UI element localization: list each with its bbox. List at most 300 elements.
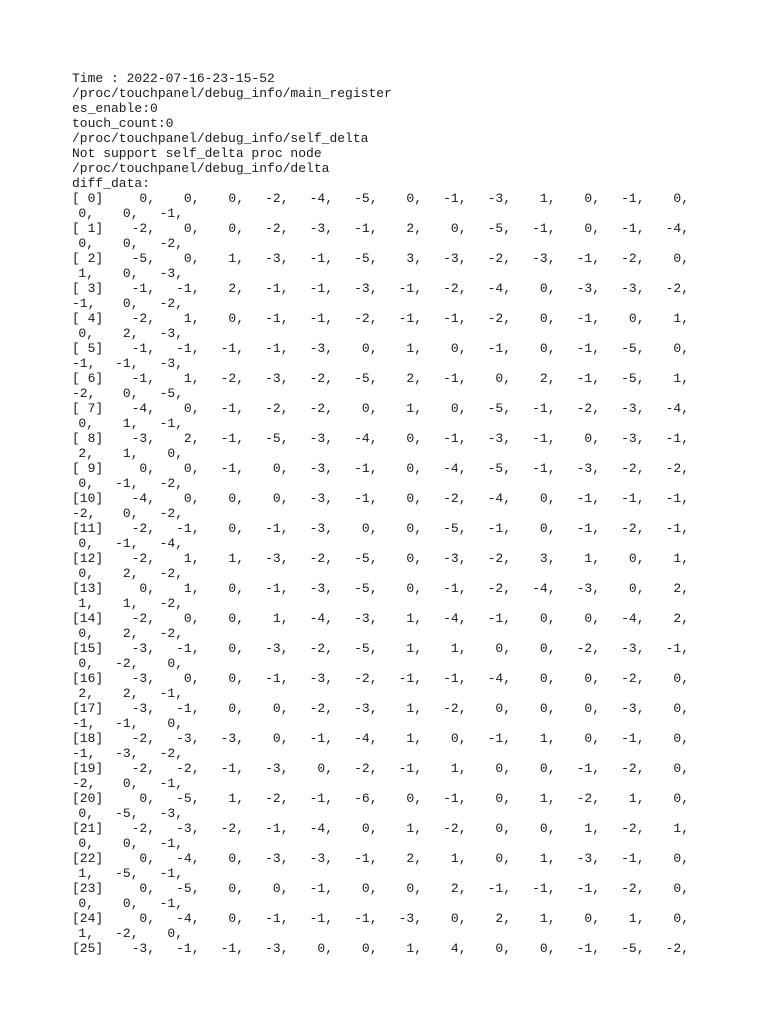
diff-value: 0, xyxy=(122,206,139,221)
diff-value: 2, xyxy=(495,911,511,926)
diff-value: -2, xyxy=(621,881,645,896)
diff-value: -1, xyxy=(159,836,183,851)
diff-value: 1, xyxy=(183,581,200,596)
diff-value: 0, xyxy=(228,311,244,326)
diff-value: 1, xyxy=(628,791,645,806)
diff-row-main-line xyxy=(72,461,712,476)
diff-value: -5, xyxy=(115,806,139,821)
diff-value: 1, xyxy=(539,791,556,806)
diff-value: 1, xyxy=(406,701,422,716)
diff-row-main-line xyxy=(72,581,712,596)
diff-value: -1, xyxy=(72,296,96,311)
diff-value: -3, xyxy=(131,671,155,686)
diff-value: -5, xyxy=(115,866,139,881)
diff-value: 1, xyxy=(406,401,422,416)
diff-row-main-line xyxy=(72,611,712,626)
diff-value: -1, xyxy=(354,851,378,866)
diff-value: -1, xyxy=(576,341,600,356)
diff-value: -3, xyxy=(131,641,155,656)
diff-value: -2, xyxy=(220,371,244,386)
diff-row xyxy=(72,641,712,671)
diff-value: -1, xyxy=(72,746,96,761)
debug-log-document xyxy=(72,71,712,956)
diff-value: -3, xyxy=(131,941,155,956)
self-delta-path: /proc/touchpanel/debug_info/self_delta xyxy=(72,131,369,146)
diff-value: 0, xyxy=(122,836,139,851)
diff-value: -4, xyxy=(131,491,155,506)
diff-row-continuation-line xyxy=(72,626,712,641)
diff-row xyxy=(72,821,712,851)
diff-value: -1, xyxy=(665,521,689,536)
diff-value: -5, xyxy=(265,431,289,446)
diff-value: -2, xyxy=(176,761,200,776)
diff-value: -2, xyxy=(443,701,467,716)
diff-value: -2, xyxy=(576,401,600,416)
diff-value: 0, xyxy=(228,611,244,626)
diff-value: -3, xyxy=(621,281,645,296)
diff-row-continuation-line xyxy=(72,806,712,821)
row-index: [ 6] xyxy=(72,371,104,386)
diff-value: 0, xyxy=(317,941,333,956)
diff-value: 0, xyxy=(78,626,94,641)
diff-value: 0, xyxy=(228,701,244,716)
diff-row xyxy=(72,341,712,371)
diff-value: 1, xyxy=(539,731,556,746)
row-index: [14] xyxy=(72,611,104,626)
diff-value: 1, xyxy=(78,266,94,281)
diff-value: -3, xyxy=(220,731,244,746)
diff-value: 0, xyxy=(228,221,244,236)
diff-value: -1, xyxy=(576,251,600,266)
diff-value: -5, xyxy=(354,551,378,566)
diff-value: -4, xyxy=(354,731,378,746)
diff-value: -3, xyxy=(576,851,600,866)
diff-value: 0, xyxy=(406,191,422,206)
diff-value: 0, xyxy=(673,761,689,776)
diff-value: -5, xyxy=(621,371,645,386)
diff-value: 0, xyxy=(78,806,94,821)
diff-value: 0, xyxy=(584,701,600,716)
diff-data-table xyxy=(72,191,712,956)
diff-row-continuation-line xyxy=(72,896,712,911)
diff-value: 0, xyxy=(361,821,378,836)
diff-value: -3, xyxy=(532,251,556,266)
diff-value: -2, xyxy=(131,761,155,776)
diff-value: 0, xyxy=(495,641,511,656)
diff-value: 0, xyxy=(584,671,600,686)
diff-row xyxy=(72,881,712,911)
diff-value: -1, xyxy=(398,311,422,326)
diff-value: -1, xyxy=(398,281,422,296)
diff-value: -1, xyxy=(265,581,289,596)
diff-value: -1, xyxy=(443,671,467,686)
diff-value: 0, xyxy=(167,446,183,461)
diff-value: -3, xyxy=(176,821,200,836)
diff-value: 1, xyxy=(228,551,244,566)
diff-value: 1, xyxy=(228,791,244,806)
delta-path: /proc/touchpanel/debug_info/delta xyxy=(72,161,330,176)
diff-value: 0, xyxy=(167,656,183,671)
diff-value: -2, xyxy=(443,491,467,506)
diff-value: 0, xyxy=(406,491,422,506)
diff-value: -2, xyxy=(309,641,333,656)
diff-value: -2, xyxy=(265,401,289,416)
diff-value: -2, xyxy=(487,581,511,596)
diff-value: -4, xyxy=(665,221,689,236)
diff-value: -5, xyxy=(443,521,467,536)
es-enable-line: es_enable:0 xyxy=(72,101,158,116)
diff-value: 2, xyxy=(122,326,139,341)
diff-value: -3, xyxy=(309,521,333,536)
diff-value: 0, xyxy=(139,791,155,806)
diff-value: -2, xyxy=(115,926,139,941)
diff-value: 1, xyxy=(122,596,139,611)
diff-value: -5, xyxy=(487,221,511,236)
diff-value: -2, xyxy=(220,821,244,836)
diff-value: -2, xyxy=(131,611,155,626)
diff-value: -2, xyxy=(576,641,600,656)
diff-value: -3, xyxy=(576,581,600,596)
diff-value: -2, xyxy=(159,296,183,311)
diff-value: 1, xyxy=(584,821,600,836)
diff-value: -3, xyxy=(309,461,333,476)
diff-value: 0, xyxy=(361,881,378,896)
timestamp-line: Time : 2022-07-16-23-15-52 xyxy=(72,71,275,86)
diff-row-continuation-line xyxy=(72,296,712,311)
diff-row-main-line xyxy=(72,341,712,356)
diff-value: -5, xyxy=(354,191,378,206)
diff-value: -3, xyxy=(576,281,600,296)
row-index: [ 5] xyxy=(72,341,104,356)
diff-value: 0, xyxy=(122,896,139,911)
diff-value: 0, xyxy=(673,701,689,716)
diff-value: -1, xyxy=(159,686,183,701)
diff-value: -5, xyxy=(176,791,200,806)
diff-value: -1, xyxy=(487,611,511,626)
diff-value: -4, xyxy=(131,401,155,416)
diff-value: 0, xyxy=(584,221,600,236)
diff-value: 1, xyxy=(78,926,94,941)
diff-row-continuation-line xyxy=(72,326,712,341)
diff-value: -1, xyxy=(487,521,511,536)
diff-value: -2, xyxy=(309,371,333,386)
diff-value: 0, xyxy=(539,311,556,326)
diff-row-main-line xyxy=(72,851,712,866)
diff-row-continuation-line xyxy=(72,386,712,401)
diff-value: 2, xyxy=(673,581,689,596)
diff-value: -1, xyxy=(309,731,333,746)
diff-value: 0, xyxy=(495,761,511,776)
diff-value: 2, xyxy=(406,851,422,866)
diff-value: -2, xyxy=(665,941,689,956)
diff-value: 1, xyxy=(673,551,689,566)
diff-row xyxy=(72,791,712,821)
diff-value: -2, xyxy=(354,761,378,776)
row-index: [17] xyxy=(72,701,104,716)
diff-value: 2, xyxy=(122,566,139,581)
diff-value: -1, xyxy=(309,791,333,806)
diff-value: 0, xyxy=(228,851,244,866)
diff-value: -3, xyxy=(265,251,289,266)
diff-value: 1, xyxy=(122,416,139,431)
diff-value: 0, xyxy=(317,761,333,776)
diff-value: 0, xyxy=(361,401,378,416)
diff-value: -3, xyxy=(621,431,645,446)
diff-value: -2, xyxy=(487,551,511,566)
diff-row xyxy=(72,281,712,311)
row-index: [25] xyxy=(72,941,104,956)
diff-value: 0, xyxy=(228,521,244,536)
diff-value: -1, xyxy=(576,941,600,956)
diff-value: -1, xyxy=(532,221,556,236)
diff-value: -3, xyxy=(487,191,511,206)
row-index: [21] xyxy=(72,821,104,836)
diff-value: 2, xyxy=(78,446,94,461)
diff-value: -2, xyxy=(621,821,645,836)
diff-row xyxy=(72,401,712,431)
diff-value: 0, xyxy=(450,401,467,416)
diff-value: -1, xyxy=(131,281,155,296)
diff-value: 0, xyxy=(122,776,139,791)
row-index: [ 9] xyxy=(72,461,104,476)
diff-value: 0, xyxy=(673,731,689,746)
diff-value: -1, xyxy=(265,671,289,686)
diff-value: 0, xyxy=(539,281,556,296)
row-index: [23] xyxy=(72,881,104,896)
diff-value: 0, xyxy=(539,491,556,506)
diff-value: 0, xyxy=(495,791,511,806)
diff-value: 0, xyxy=(139,581,155,596)
diff-row-main-line xyxy=(72,371,712,386)
diff-value: -2, xyxy=(131,221,155,236)
diff-value: -1, xyxy=(176,341,200,356)
diff-value: -2, xyxy=(159,566,183,581)
diff-value: -1, xyxy=(398,671,422,686)
diff-value: -3, xyxy=(131,431,155,446)
diff-value: 0, xyxy=(584,191,600,206)
diff-value: -2, xyxy=(72,386,96,401)
diff-value: -3, xyxy=(621,641,645,656)
diff-value: -1, xyxy=(443,311,467,326)
diff-row xyxy=(72,701,712,731)
diff-value: -2, xyxy=(576,791,600,806)
diff-value: 0, xyxy=(78,566,94,581)
diff-value: -4, xyxy=(309,191,333,206)
diff-value: 1, xyxy=(183,371,200,386)
diff-row-main-line xyxy=(72,641,712,656)
diff-value: 1, xyxy=(673,821,689,836)
diff-value: -1, xyxy=(131,341,155,356)
diff-row xyxy=(72,671,712,701)
diff-row-main-line xyxy=(72,431,712,446)
diff-value: 0, xyxy=(139,911,155,926)
row-index: [ 8] xyxy=(72,431,104,446)
diff-value: -1, xyxy=(354,461,378,476)
diff-value: -4, xyxy=(309,611,333,626)
diff-value: -1, xyxy=(265,911,289,926)
diff-value: 0, xyxy=(673,791,689,806)
diff-row xyxy=(72,251,712,281)
row-index: [24] xyxy=(72,911,104,926)
diff-value: 0, xyxy=(167,716,183,731)
diff-value: 0, xyxy=(122,386,139,401)
diff-value: 0, xyxy=(406,461,422,476)
diff-value: 1, xyxy=(673,371,689,386)
diff-value: -1, xyxy=(220,341,244,356)
diff-value: 1, xyxy=(78,596,94,611)
diff-value: -1, xyxy=(309,281,333,296)
diff-value: 1, xyxy=(450,851,467,866)
diff-value: 1, xyxy=(539,851,556,866)
diff-value: 0, xyxy=(78,416,94,431)
diff-value: 1, xyxy=(228,251,244,266)
diff-value: -2, xyxy=(309,701,333,716)
diff-value: -1, xyxy=(115,536,139,551)
diff-row xyxy=(72,911,712,941)
diff-value: -3, xyxy=(621,701,645,716)
diff-row-main-line xyxy=(72,821,712,836)
diff-value: -1, xyxy=(265,281,289,296)
diff-value: -4, xyxy=(176,911,200,926)
diff-value: -5, xyxy=(176,881,200,896)
diff-value: 0, xyxy=(539,941,556,956)
diff-value: 0, xyxy=(139,191,155,206)
diff-value: 0, xyxy=(495,821,511,836)
diff-value: -2, xyxy=(443,821,467,836)
diff-value: -1, xyxy=(443,431,467,446)
diff-value: -2, xyxy=(159,506,183,521)
diff-value: -2, xyxy=(72,506,96,521)
diff-value: 0, xyxy=(539,641,556,656)
diff-value: -1, xyxy=(576,491,600,506)
diff-value: -1, xyxy=(621,731,645,746)
diff-value: -5, xyxy=(487,401,511,416)
diff-row xyxy=(72,551,712,581)
diff-value: 0, xyxy=(78,206,94,221)
diff-value: -4, xyxy=(159,536,183,551)
diff-row-continuation-line xyxy=(72,776,712,791)
diff-value: -5, xyxy=(487,461,511,476)
diff-value: 0, xyxy=(539,341,556,356)
diff-value: 0, xyxy=(406,521,422,536)
diff-value: -1, xyxy=(309,911,333,926)
diff-value: 0, xyxy=(361,521,378,536)
diff-value: 2, xyxy=(539,371,556,386)
diff-row-continuation-line xyxy=(72,686,712,701)
diff-value: -2, xyxy=(621,251,645,266)
diff-row-continuation-line xyxy=(72,836,712,851)
diff-value: -2, xyxy=(354,311,378,326)
diff-value: 1, xyxy=(122,446,139,461)
diff-value: -3, xyxy=(309,491,333,506)
touch-count-line: touch_count:0 xyxy=(72,116,174,131)
diff-value: -2, xyxy=(309,401,333,416)
diff-value: 0, xyxy=(406,881,422,896)
diff-value: -5, xyxy=(354,581,378,596)
diff-value: -1, xyxy=(487,341,511,356)
diff-value: -1, xyxy=(176,281,200,296)
diff-row-main-line xyxy=(72,191,712,206)
diff-value: 0, xyxy=(139,881,155,896)
diff-value: -3, xyxy=(309,341,333,356)
diff-value: -2, xyxy=(265,221,289,236)
row-index: [ 3] xyxy=(72,281,104,296)
diff-value: -1, xyxy=(532,401,556,416)
diff-value: 0, xyxy=(628,581,645,596)
diff-row-main-line xyxy=(72,791,712,806)
diff-value: 2, xyxy=(406,371,422,386)
diff-value: -2, xyxy=(159,626,183,641)
diff-value: -1, xyxy=(220,401,244,416)
diff-value: 2, xyxy=(122,686,139,701)
diff-value: -2, xyxy=(621,761,645,776)
diff-value: 0, xyxy=(122,266,139,281)
diff-value: 0, xyxy=(673,251,689,266)
diff-value: -1, xyxy=(176,701,200,716)
diff-value: -5, xyxy=(354,371,378,386)
diff-value: -1, xyxy=(220,461,244,476)
diff-value: 1, xyxy=(406,611,422,626)
diff-value: 1, xyxy=(406,941,422,956)
diff-value: -1, xyxy=(576,371,600,386)
diff-value: -2, xyxy=(265,791,289,806)
row-index: [15] xyxy=(72,641,104,656)
diff-row xyxy=(72,581,712,611)
diff-value: 0, xyxy=(450,911,467,926)
main-register-path: /proc/touchpanel/debug_info/main_register xyxy=(72,86,392,101)
diff-value: -2, xyxy=(621,461,645,476)
row-index: [ 7] xyxy=(72,401,104,416)
diff-row-continuation-line xyxy=(72,266,712,281)
diff-row xyxy=(72,311,712,341)
row-index: [11] xyxy=(72,521,104,536)
diff-value: 1, xyxy=(183,551,200,566)
diff-value: -1, xyxy=(176,521,200,536)
diff-value: -1, xyxy=(72,356,96,371)
diff-value: -3, xyxy=(265,851,289,866)
diff-data-label: diff_data: xyxy=(72,176,151,191)
diff-value: 0, xyxy=(167,926,183,941)
diff-value: -1, xyxy=(532,881,556,896)
diff-value: 3, xyxy=(406,251,422,266)
diff-row-main-line xyxy=(72,521,712,536)
diff-value: -1, xyxy=(621,191,645,206)
diff-value: -1, xyxy=(621,221,645,236)
diff-row-main-line xyxy=(72,221,712,236)
diff-value: -3, xyxy=(159,326,183,341)
diff-value: -2, xyxy=(115,656,139,671)
diff-value: 0, xyxy=(183,611,200,626)
diff-value: -1, xyxy=(176,941,200,956)
diff-value: -1, xyxy=(159,866,183,881)
diff-value: -1, xyxy=(115,356,139,371)
diff-row-continuation-line xyxy=(72,446,712,461)
diff-value: 0, xyxy=(122,506,139,521)
diff-value: 0, xyxy=(539,611,556,626)
diff-value: -1, xyxy=(309,251,333,266)
diff-row-continuation-line xyxy=(72,866,712,881)
diff-value: 0, xyxy=(361,341,378,356)
diff-value: 0, xyxy=(272,491,289,506)
diff-value: 2, xyxy=(228,281,244,296)
row-index: [ 2] xyxy=(72,251,104,266)
diff-value: 0, xyxy=(673,911,689,926)
diff-value: 1, xyxy=(628,911,645,926)
diff-value: -2, xyxy=(131,731,155,746)
diff-value: -3, xyxy=(265,641,289,656)
row-index: [22] xyxy=(72,851,104,866)
diff-row-continuation-line xyxy=(72,416,712,431)
